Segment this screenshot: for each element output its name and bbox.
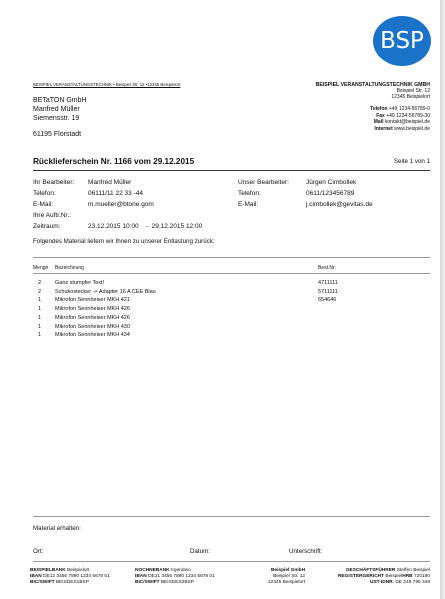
footer-legal [338, 568, 430, 587]
bank1-bic-line: BIC/SWIFT BEISDES1BSP [30, 580, 89, 586]
table-cell-bezeichnung: Mikrofon Sennheiser MKH 426 [55, 314, 130, 321]
intro-text: Folgendes Material liefern wir Ihnen zu unserer Entlastung zurück: [33, 238, 215, 245]
footer-bank1 [30, 568, 110, 587]
col-header-bezeichnung: Bezeichnung [55, 265, 84, 271]
table-cell-menge: 1 [38, 297, 42, 304]
table-cell-menge: 1 [38, 306, 42, 313]
sender-phone: Telefon +49 1234-56789-0 [370, 106, 430, 112]
recipient-company: BETaTON GmbH [33, 97, 87, 104]
ort-label: Ort: [33, 548, 44, 555]
material-received-label: Material erhalten: [33, 525, 81, 532]
sender-company: BEISPIEL VERANSTALTUNGSTECHNIK GMBH [315, 82, 430, 88]
unser-email-value: j.cimbollek@gevitas.de [306, 201, 373, 208]
datum-label: Datum: [190, 548, 210, 555]
table-top-rule [33, 257, 430, 258]
ihr-email-value: m.mueller@btone.gom [88, 201, 154, 208]
bank2-name-line: NOCHNEBANK Irgendwo [135, 568, 191, 573]
zeitraum-label: Zeitraum: [33, 223, 61, 230]
table-cell-menge: 1 [38, 323, 42, 330]
table-cell-menge: 2 [38, 280, 42, 286]
ihr-bearbeiter-value: Manfred Müller [88, 179, 132, 186]
unser-telefon-label: Telefon: [238, 190, 261, 197]
auftr-nr-label: Ihre Auftr.Nr.: [33, 212, 71, 219]
ihr-email-label: E-Mail: [33, 201, 54, 208]
footer-company-street: Beispiel Str. 12 [273, 574, 306, 580]
sender-fax: Fax +49 1234-56789-30 [376, 112, 430, 119]
page-info: Seite 1 von 1 [393, 158, 430, 165]
table-cell-bestnr: 654646 [318, 297, 337, 304]
ihr-bearbeiter-label: Ihr Bearbeiter: [33, 179, 75, 186]
table-cell-bezeichnung: Mikrofon Sennheiser MKH 421 [55, 297, 130, 304]
sender-mail: Mail kontakt@beispiel.de [373, 119, 430, 125]
zeitraum-value: 23.12.2015 10:00 - 29.12.2015 12:00 [88, 223, 203, 230]
recipient-street: Siemensstr. 19 [33, 115, 80, 122]
bank1-iban-line: IBAN DE12 3456 7890 1234 5678 01 [30, 574, 110, 580]
unser-bearbeiter-label: Unser Bearbeiter: [238, 179, 289, 186]
footer-company [268, 568, 305, 587]
col-header-menge: Menge [33, 265, 49, 271]
ihr-telefon-label: Telefon: [33, 190, 56, 197]
title-divider [33, 170, 430, 171]
unterschrift-label: Unterschrift: [289, 548, 323, 555]
table-header-rule [33, 273, 430, 274]
col-header-bestnr: Best.Nr. [318, 265, 336, 271]
footer-ust-line: UST-IDNR. DE 249 795 348 [369, 580, 430, 586]
unser-bearbeiter-value: Jürgen Cimbollek [306, 179, 357, 186]
company-logo [373, 16, 431, 66]
recipient-city: 61195 Florstadt [33, 131, 82, 138]
footer-reg-line: REGISTERGERICHT BeispielHRB 720190 [337, 574, 430, 580]
table-cell-menge: 2 [38, 288, 42, 295]
sender-city: 12345 Beispielort [391, 94, 430, 100]
footer-company-city: 12345 Beispielort [268, 580, 306, 586]
receipt-rule [33, 516, 430, 517]
signature-rule [33, 561, 430, 562]
table-cell-bezeichnung: Mikrofon Sennheiser MKH 430 [55, 323, 130, 330]
table-cell-bezeichnung: Schukostecker -> Adapter 16 A CEE Blau [55, 288, 156, 295]
sender-street: Beispiel Str. 12 [396, 88, 430, 94]
unser-telefon-value: 0611/123456789 [306, 190, 355, 197]
table-cell-menge: 1 [38, 314, 42, 321]
table-cell-bezeichnung: Mikrofon Sennheiser MKH 426 [55, 306, 130, 313]
footer-bank2 [135, 568, 215, 587]
footer-company-name: Beispiel GmbH [270, 568, 306, 573]
footer-gf-line: GESCHÄFTSFÜHRER Steffen Beispiel [345, 568, 430, 573]
document-title: Rücklieferschein Nr. 1166 vom 29.12.2015 [33, 157, 195, 166]
bank2-bic-line: BIC/SWIFT BEISDES2BSP [135, 580, 194, 586]
table-cell-bestnr: 4711111 [318, 280, 338, 286]
page-edge-shadow [440, 0, 445, 599]
table-cell-bestnr: 5711111 [318, 288, 338, 295]
recipient-name: Manfred Müller [33, 106, 80, 113]
bank1-name-line: BEISPIELBANK Beispielort [30, 568, 90, 573]
ihr-telefon-value: 06111/11 22 33 -44 [88, 190, 143, 197]
table-cell-menge: 1 [38, 332, 42, 339]
sender-internet: Internet www.beispiel.de [374, 125, 430, 132]
logo-text: BSP [380, 28, 424, 54]
table-cell-bezeichnung: Mikrofon Sennheiser MKH 434 [55, 332, 130, 339]
bank2-iban-line: IBAN DE21 3456 7890 1234 5678 01 [135, 574, 215, 580]
unser-email-label: E-Mail: [238, 201, 259, 208]
sender-return-line: BEISPIEL VERANSTALTUNGSTECHNIK • Beispiel Str. 12 •12345 Beispielort [33, 82, 181, 87]
table-cell-bezeichnung: Ganz stumpfer Text! [55, 280, 105, 286]
